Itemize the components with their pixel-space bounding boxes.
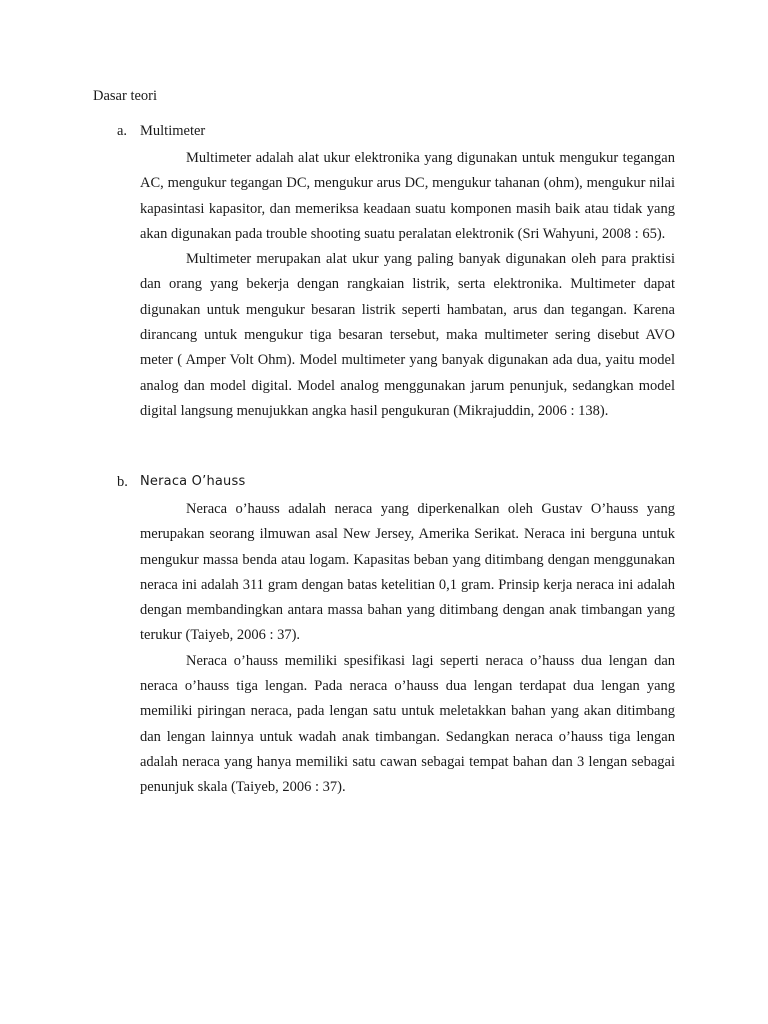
section-heading-row <box>0 472 768 492</box>
list-marker: a. <box>117 123 128 139</box>
paragraph: Multimeter adalah alat ukur elektronika yang digunakan untuk mengukur tegangan AC, mengukur tegangan DC, mengukur arus DC, mengukur tahanan (ohm), mengukur nilai kapasintasi kapasitor, dan memeriksa keadaan suatu komponen masih baik atau tidak yang akan digunakan pada trouble shooting suatu peralatan elektronik (Sri Wahyuni, 2008 : 65). <box>140 150 675 242</box>
section-neraca-ohauss <box>0 472 768 801</box>
document-title: Dasar teori <box>93 88 158 104</box>
section-heading: Neraca O’hauss <box>140 474 246 489</box>
paragraph: Multimeter merupakan alat ukur yang paling banyak digunakan oleh para praktisi dan orang yang bekerja dengan rangkaian listrik, serta elektronika. Multimeter dapat digunakan untuk mengukur besaran listrik seperti hambatan, arus dan tegangan. Karena dirancang untuk mengukur tiga besaran tersebut, maka multimeter sering disebut AVO meter ( Amper Volt Ohm). Model multimeter yang banyak digunakan ada dua, yaitu model analog dan model digital. Model analog menggunakan jarum penunjuk, sedangkan model digital langsung menujukkan angka hasil pengukuran (Mikrajuddin, 2006 : 138). <box>140 251 675 419</box>
paragraph: Neraca o’hauss memiliki spesifikasi lagi seperti neraca o’hauss dua lengan dan neraca o’hauss tiga lengan. Pada neraca o’hauss dua lengan terdapat dua lengan yang memiliki piringan neraca, pada lengan satu untuk meletakkan bahan yang akan ditimbang dan lengan lainnya untuk wadah anak timbangan. Sedangkan neraca o’hauss tiga lengan adalah neraca yang hanya memiliki satu cawan sebagai tempat bahan dan 3 lengan sebagai penunjuk skala (Taiyeb, 2006 : 37). <box>140 652 675 796</box>
section-multimeter <box>0 121 768 424</box>
paragraph: Neraca o’hauss adalah neraca yang diperkenalkan oleh Gustav O’hauss yang merupakan seorang ilmuwan asal New Jersey, Amerika Serikat. Neraca ini berguna untuk mengukur massa benda atau logam. Kapasitas beban yang ditimbang dengan menggunakan neraca ini adalah 311 gram dengan batas ketelitian 0,1 gram. Prinsip kerja neraca ini adalah dengan membandingkan antara massa bahan yang ditimbang dengan anak timbangan yang terukur (Taiyeb, 2006 : 37). <box>140 501 675 644</box>
section-heading-row <box>0 121 768 141</box>
section-heading: Multimeter <box>140 123 206 139</box>
list-marker: b. <box>117 474 128 490</box>
